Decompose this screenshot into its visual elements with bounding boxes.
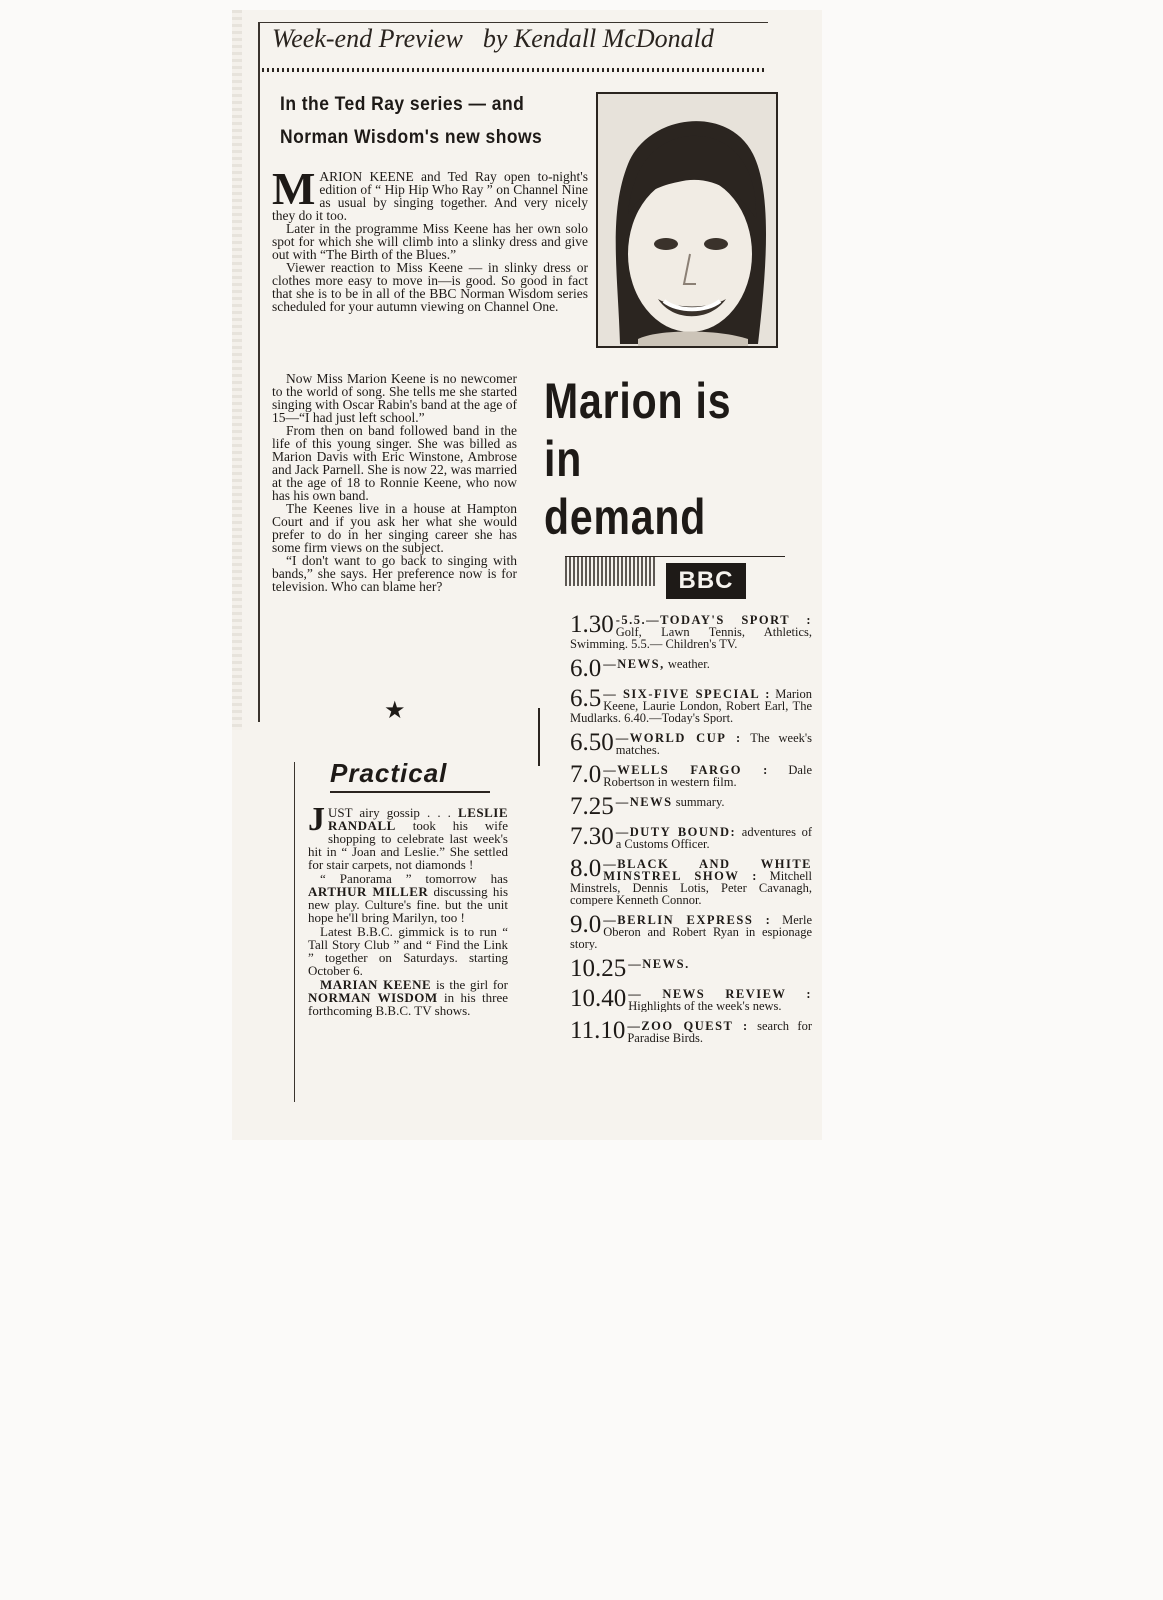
paragraph-3: Viewer reaction to Miss Keene — in slinky dress or clothes more easy to move in—is good. So good in fact that she is to be in all of the BBC Norman Wisdom series scheduled for your autumn viewing on Channel One. xyxy=(272,260,588,314)
schedule-item xyxy=(570,958,812,980)
schedule-item xyxy=(570,732,812,756)
bbc-hatch-decoration xyxy=(565,556,655,586)
author-credit: by Kendall McDonald xyxy=(482,24,714,53)
schedule-programme: —NEWS xyxy=(615,796,673,809)
schedule-programme: —BLACK AND WHITE MINSTREL SHOW : xyxy=(603,858,812,883)
paragraph-6: The Keenes live in a house at Hampton Court and if you ask her what she would prefer to do in her singing career she has some firm views on the subject. xyxy=(272,501,517,555)
paragraph-7: “I don't want to go back to singing with bands,” she says. Her preference now is for television. Who can blame her? xyxy=(272,553,517,594)
schedule-time: 6.0 xyxy=(570,658,602,680)
schedule-item xyxy=(570,688,812,724)
gossip-item-1-lead: UST airy gossip . . . xyxy=(328,805,451,820)
gossip-drop-cap: J xyxy=(308,801,325,838)
schedule-programme: —WELLS FARGO : xyxy=(603,764,769,777)
paragraph-5: From then on band followed band in the life of this young singer. She was billed as Marion Davis with Eric Winstone, Ambrose and Jack Parnell. She is now 22, was married at the age of 18 to Ronnie Keene, who now has his own band. xyxy=(272,423,517,503)
schedule-description: Mitchell Minstrels, Dennis Lotis, Peter Cavanagh, compere Kenneth Connor. xyxy=(570,869,812,906)
schedule-description: Golf, Lawn Tennis, Athletics, Swimming. 5.5.— Children's TV. xyxy=(570,625,812,650)
gossip-item-3: Latest B.B.C. gimmick is to run “ Tall Story Club ” and “ Find the Link ” together on Saturdays. starting October 6. xyxy=(308,924,508,978)
gossip-item-4 xyxy=(308,978,508,1017)
schedule-programme: —ZOO QUEST : xyxy=(627,1020,749,1033)
star-separator-icon: ★ xyxy=(384,698,406,724)
gossip-item-2 xyxy=(308,872,508,924)
schedule-programme: —BERLIN EXPRESS : xyxy=(603,914,772,927)
feature-headline xyxy=(544,372,749,546)
schedule-programme: —NEWS, xyxy=(603,658,665,671)
gossip-title: Practical xyxy=(330,758,490,793)
top-rule xyxy=(258,22,768,23)
schedule-time: 6.5 xyxy=(570,688,602,712)
gossip-item-4-mid: is the girl for xyxy=(435,977,508,992)
gossip-name-keene: MARIAN KEENE xyxy=(320,977,432,992)
portrait-image xyxy=(598,94,776,346)
schedule-item xyxy=(570,914,812,950)
gossip-item-4-text: in his three forthcoming B.B.C. TV shows. xyxy=(308,990,509,1018)
feature-headline-line-2: in demand xyxy=(544,431,707,545)
schedule-description: search for Paradise Birds. xyxy=(627,1020,812,1044)
paragraph-2: Later in the programme Miss Keene has her own solo spot for which she will climb into a slinky dress and give out with “The Birth of the Blues.” xyxy=(272,221,588,262)
schedule-time: 10.25 xyxy=(570,958,627,980)
schedule-programme: —NEWS. xyxy=(628,958,690,971)
schedule-time: 7.0 xyxy=(570,764,602,788)
schedule-time: 9.0 xyxy=(570,914,602,938)
gossip-name-randall: LESLIE RANDALL xyxy=(328,805,509,833)
schedule-description: weather. xyxy=(667,658,710,671)
byline xyxy=(272,24,772,64)
schedule-description: adventures of a Customs Officer. xyxy=(615,826,812,850)
gossip-item-2-lead: “ Panorama ” tomorrow has xyxy=(320,871,508,886)
schedule-programme: — NEWS REVIEW : xyxy=(628,988,812,1001)
schedule-programme: -5.5.—TODAY'S SPORT : xyxy=(615,614,812,627)
gossip-name-miller: ARTHUR MILLER xyxy=(308,884,429,899)
section-title: Week-end Preview xyxy=(272,24,463,53)
portrait-photo xyxy=(596,92,778,348)
schedule-description: summary. xyxy=(675,796,725,809)
paragraph-1 xyxy=(272,163,588,223)
paragraph-1-text: ARION KEENE and Ted Ray open to-night's edition of “ Hip Hip Who Ray ” on Channel Nine as usual by singing together. And very nicely they do it too. xyxy=(272,169,588,223)
schedule-time: 7.25 xyxy=(570,796,614,818)
headline-line-1: In the Ted Ray series — and xyxy=(280,94,525,115)
schedule-item xyxy=(570,658,812,680)
bbc-logo: BBC xyxy=(666,563,746,599)
scan-edge-texture xyxy=(232,10,242,730)
tv-schedule xyxy=(570,614,812,1052)
schedule-item xyxy=(570,858,812,906)
schedule-item xyxy=(570,826,812,850)
schedule-description: Merle Oberon and Robert Ryan in espionage story. xyxy=(570,914,812,950)
dotted-divider xyxy=(262,68,767,72)
schedule-time: 10.40 xyxy=(570,988,627,1012)
schedule-time: 11.10 xyxy=(570,1020,626,1044)
drop-cap: M xyxy=(272,163,316,214)
gossip-item-2-text: discussing his new play. Culture's fine. but the unit hope he'll bring Marilyn, too ! xyxy=(308,884,509,925)
schedule-time: 6.50 xyxy=(570,732,614,756)
schedule-programme: — SIX-FIVE SPECIAL : xyxy=(603,688,771,701)
schedule-rule xyxy=(538,708,540,766)
gossip-name-wisdom: NORMAN WISDOM xyxy=(308,990,438,1005)
gossip-body xyxy=(308,801,509,1018)
schedule-description: Marion Keene, Laurie London, Robert Earl, The Mudlarks. 6.40.—Today's Sport. xyxy=(570,688,812,724)
headline xyxy=(280,88,556,154)
paragraph-4: Now Miss Marion Keene is no newcomer to the world of song. She tells me she started singing with Oscar Rabin's band at the age of 15—“I had just left school.” xyxy=(272,371,517,425)
schedule-item xyxy=(570,796,812,818)
article-body-bottom xyxy=(272,372,517,593)
schedule-description: Dale Robertson in western film. xyxy=(603,764,812,788)
schedule-item xyxy=(570,1020,812,1044)
schedule-time: 1.30 xyxy=(570,614,614,638)
schedule-programme: —DUTY BOUND: xyxy=(615,826,737,839)
gossip-item-1-text: took his wife shopping to celebrate last week's hit in “ Joan and Leslie.” She settled for stair carpets, not diamonds ! xyxy=(308,818,508,872)
schedule-item xyxy=(570,764,812,788)
schedule-description: Highlights of the week's news. xyxy=(628,999,782,1012)
schedule-time: 7.30 xyxy=(570,826,614,850)
article-body-top xyxy=(272,163,588,314)
schedule-description: The week's matches. xyxy=(615,732,812,756)
column-rule xyxy=(258,22,260,722)
gossip-item-1 xyxy=(308,801,509,872)
headline-line-2: Norman Wisdom's new shows xyxy=(280,127,543,148)
feature-headline-line-1: Marion is xyxy=(544,373,732,429)
schedule-item xyxy=(570,614,812,650)
schedule-time: 8.0 xyxy=(570,858,602,882)
schedule-programme: —WORLD CUP : xyxy=(615,732,742,745)
schedule-item xyxy=(570,988,812,1012)
